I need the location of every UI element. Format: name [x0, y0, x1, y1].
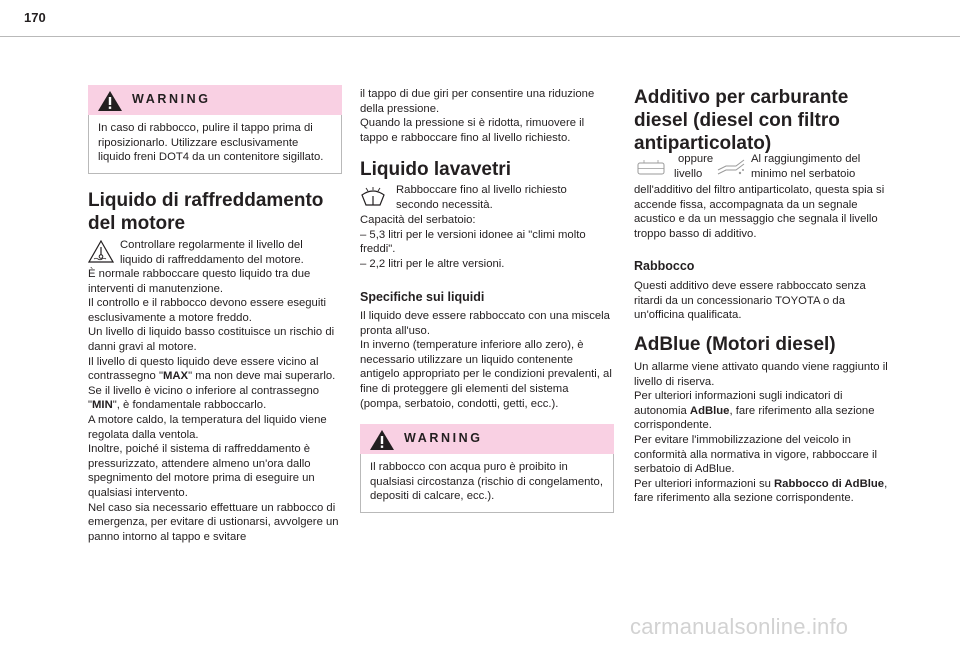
coolant-heading-line2: del motore	[88, 213, 186, 234]
text-span: Il livello di questo liquido deve essere vicino al contrassegno "	[88, 355, 319, 383]
continuation-text: Quando la pressione si è ridotta, rimuovere il tappo e rabboccare fino al livello richiesto.	[360, 117, 585, 144]
oppure-label: oppure	[678, 153, 714, 165]
warning-title: WARNING	[132, 92, 211, 106]
livello-label: livello	[674, 167, 703, 180]
warning-triangle-icon	[97, 90, 123, 112]
adblue-heading: AdBlue (Motori diesel)	[634, 334, 836, 355]
coolant-paragraph: Il controllo e il rabbocco devono essere eseguiti esclusivamente a motore freddo.	[88, 297, 327, 324]
warning-header	[360, 424, 614, 454]
additive-heading-line2: diesel (diesel con filtro	[634, 110, 840, 131]
capacity-item: – 5,3 litri per le versioni idonee ai "climi molto freddi".	[360, 228, 586, 256]
washer-warning	[360, 424, 614, 513]
additive-icon-row	[634, 152, 894, 184]
max-mark: MAX	[162, 370, 189, 383]
text-span: Per ulteriori informazioni sugli indicatori di autonomia	[634, 390, 843, 417]
coolant-paragraph-min	[88, 384, 350, 413]
additive-level-icon	[636, 158, 666, 178]
coolant-body	[88, 267, 350, 544]
coolant-paragraph: Inoltre, poiché il sistema di raffreddamento è pressurizzato, attendere almeno un'ora dallo spegnimento del motore prima di eseguire un qualsiasi intervento.	[88, 443, 315, 499]
adblue-paragraph-4	[634, 477, 894, 506]
spec-paragraph: Il liquido deve essere rabboccato con una miscela pronta all'uso.	[360, 310, 610, 337]
adblue-term: AdBlue	[689, 404, 730, 417]
additive-body	[634, 183, 894, 241]
additive-paragraph: dell'additivo del filtro antiparticolato, questa spia si accende fissa, accompagnata da un segnale acustico e da un messaggio che segnala il livello troppo basso di additivo.	[634, 184, 885, 240]
page-number: 170	[24, 10, 46, 25]
rabbocco-heading: Rabbocco	[634, 259, 695, 273]
warning-body	[88, 115, 342, 174]
coolant-temperature-icon	[88, 240, 114, 264]
top-divider	[0, 36, 960, 37]
text-span: ", è fondamentale rabboccarlo.	[112, 399, 267, 412]
brake-fluid-warning	[88, 85, 342, 174]
additive-heading-line3: antiparticolato)	[634, 133, 772, 154]
warning-text: Il rabbocco con acqua puro è proibito in qualsiasi circostanza (rischio di congelamento, depositi di calcare, ecc.).	[370, 461, 603, 503]
coolant-paragraph: Nel caso sia necessario effettuare un rabbocco di emergenza, per evitare di ustionarsi, avvolgere un panno intorno al tappo e svitare	[88, 501, 339, 543]
particle-filter-icon	[716, 156, 746, 178]
rabbocco-paragraph: Questi additivo deve essere rabboccato senza ritardi da un concessionario TOYOTA o da un'officina qualificata.	[634, 280, 866, 322]
coolant-paragraph: È normale rabboccare questo liquido tra due interventi di manutenzione.	[88, 268, 311, 295]
adblue-refill-term: Rabbocco di AdBlue	[774, 477, 885, 490]
adblue-paragraph-2	[634, 389, 894, 433]
text-span: Se il livello è vicino o inferiore al contrassegno "	[88, 384, 320, 412]
coolant-heading-line1: Liquido di raffreddamento	[88, 190, 324, 211]
min-mark: MIN	[92, 399, 113, 412]
coolant-icon-text: Controllare regolarmente il livello del	[120, 239, 303, 251]
adblue-body	[634, 360, 894, 506]
spec-paragraph: In inverno (temperature inferiore allo zero), è necessario utilizzare un liquido contenente antigelo appropriato per le condizioni prevalenti, al fine di proteggere gli elementi del sistema (pompa, serbatoio, condotti, getti, ecc.).	[360, 339, 612, 410]
warning-title: WARNING	[404, 431, 483, 445]
warning-triangle-icon	[369, 429, 395, 451]
washer-icon-text: Rabboccare fino al livello richiesto	[396, 184, 567, 196]
watermark: carmanualsonline.info	[630, 614, 849, 639]
washer-heading: Liquido lavavetri	[360, 159, 511, 180]
coolant-icon-text-2: liquido di raffreddamento del motore.	[120, 253, 304, 266]
additive-icon-text-1: Al raggiungimento del	[751, 153, 861, 165]
capacity-label: Capacità del serbatoio:	[360, 214, 476, 226]
warning-header	[88, 85, 342, 115]
text-span: Per ulteriori informazioni su	[634, 477, 775, 490]
additive-heading-line1: Additivo per carburante	[634, 87, 849, 108]
warning-text: In caso di rabbocco, pulire il tappo prima di riposizionarlo. Utilizzare esclusivamente liquido freni DOT4 da un contenitore sigillato.	[98, 122, 324, 164]
coolant-paragraph-max	[88, 355, 350, 384]
coolant-paragraph: Un livello di liquido basso costituisce un rischio di danni gravi al motore.	[88, 326, 335, 353]
coolant-paragraph: A motore caldo, la temperatura del liquido viene regolata dalla ventola.	[88, 413, 327, 441]
continuation-text: il tappo di due giri per consentire una riduzione della pressione.	[360, 88, 595, 115]
washer-body	[360, 213, 610, 271]
adblue-paragraph: Un allarme viene attivato quando viene raggiunto il livello di riserva.	[634, 361, 888, 388]
spec-heading: Specifiche sui liquidi	[360, 290, 485, 304]
capacity-item: – 2,2 litri per le altre versioni.	[360, 257, 505, 270]
additive-heading	[634, 86, 848, 155]
text-span: " ma non deve mai superarlo.	[188, 370, 336, 383]
text-span: , fare riferimento alla sezione corrispondente.	[634, 477, 888, 505]
windscreen-washer-icon	[360, 187, 386, 207]
additive-icon-text-2: minimo nel serbatoio	[751, 167, 856, 180]
column-2-top	[360, 87, 610, 145]
text-span: , fare riferimento alla sezione corrispondente.	[634, 404, 875, 432]
washer-icon-text-2: secondo necessità.	[396, 198, 493, 211]
coolant-heading	[88, 189, 323, 235]
warning-body	[360, 454, 614, 513]
spec-body	[360, 309, 612, 411]
rabbocco-body	[634, 279, 894, 323]
adblue-paragraph: Per evitare l'immobilizzazione del veicolo in conformità alla normativa in vigore, rabboccare il serbatoio di AdBlue.	[634, 433, 877, 476]
